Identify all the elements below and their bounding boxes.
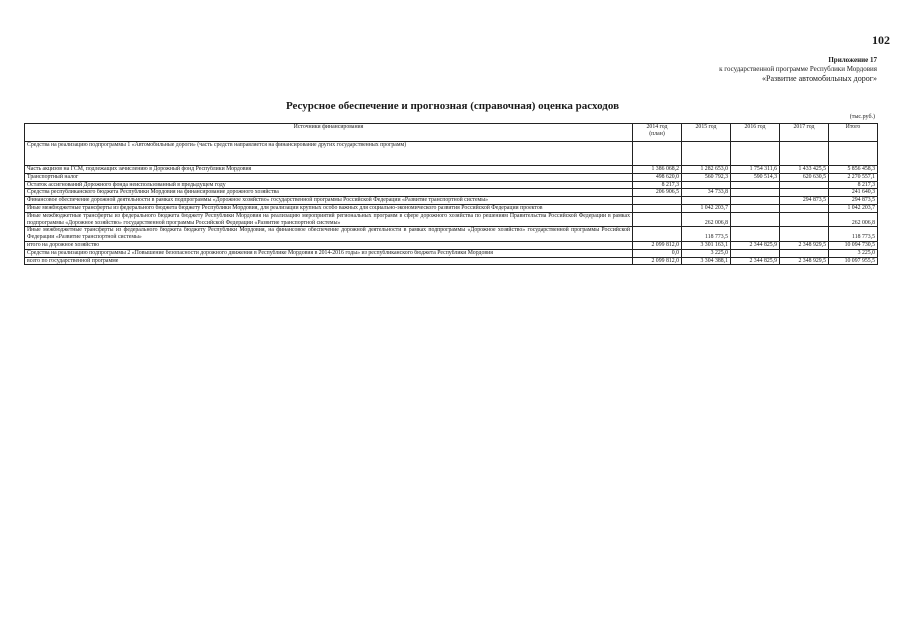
table-row <box>25 142 878 166</box>
cell-2014: 1 386 068,2 <box>633 166 682 174</box>
header-2014-note: (план) <box>649 130 665 137</box>
appendix-number: Приложение 17 <box>828 56 877 64</box>
cell-2016 <box>731 249 780 257</box>
table-row <box>25 181 878 189</box>
row-source: Остаток ассигнований Дорожного фонда неиспользованный в предыдущем году <box>25 181 633 189</box>
appendix-program-ref: к государственной программе Республики Мордовия <box>719 65 877 73</box>
cell-2017 <box>780 189 829 197</box>
cell-2014 <box>633 142 682 166</box>
cell-total: 10 094 730,5 <box>829 241 878 249</box>
cell-2016: 590 514,3 <box>731 173 780 181</box>
cell-2016: 2 344 825,9 <box>731 257 780 265</box>
appendix-program-name: «Развитие автомобильных дорог» <box>762 74 877 83</box>
header-2016: 2016 год <box>731 124 780 142</box>
table-row <box>25 189 878 197</box>
cell-2015: 34 733,8 <box>682 189 731 197</box>
cell-2016 <box>731 142 780 166</box>
cell-2014 <box>633 204 682 212</box>
cell-2017 <box>780 142 829 166</box>
cell-2017 <box>780 227 829 242</box>
cell-total: 2 270 557,1 <box>829 173 878 181</box>
cell-2014: 2 099 812,0 <box>633 257 682 265</box>
cell-2016 <box>731 181 780 189</box>
table-row <box>25 166 878 174</box>
cell-2017: 620 630,5 <box>780 173 829 181</box>
cell-2014 <box>633 227 682 242</box>
table-row <box>25 212 878 227</box>
row-source: всего по государственной программе <box>25 257 633 265</box>
cell-total: 1 042 203,7 <box>829 204 878 212</box>
cell-2014: 206 906,5 <box>633 189 682 197</box>
row-source: Транспортный налог <box>25 173 633 181</box>
table-row <box>25 173 878 181</box>
header-2015: 2015 год <box>682 124 731 142</box>
cell-total: 262 006,8 <box>829 212 878 227</box>
cell-total <box>829 142 878 166</box>
cell-2014 <box>633 197 682 205</box>
cell-total: 8 217,3 <box>829 181 878 189</box>
cell-2016: 2 344 825,9 <box>731 241 780 249</box>
header-2014-year: 2014 год <box>646 124 668 130</box>
cell-total: 294 873,5 <box>829 197 878 205</box>
cell-2015: 3 225,0 <box>682 249 731 257</box>
cell-2017 <box>780 204 829 212</box>
table-row <box>25 249 878 257</box>
cell-2016 <box>731 197 780 205</box>
header-total: Итого <box>829 124 878 142</box>
header-2014 <box>633 124 682 142</box>
budget-table <box>24 123 878 265</box>
row-source: Средства на реализацию подпрограммы 2 «Повышение безопасности дорожного движения в Республике Мордовия в 2014-2016 годы» из республиканского бюджета Республики Мордовия <box>25 249 633 257</box>
table-header-row <box>25 124 878 142</box>
cell-2015: 1 282 653,0 <box>682 166 731 174</box>
cell-total: 10 097 955,5 <box>829 257 878 265</box>
header-source: Источники финансирования <box>25 124 633 142</box>
page-number: 102 <box>872 33 890 47</box>
cell-2015 <box>682 142 731 166</box>
cell-2016 <box>731 227 780 242</box>
cell-2015: 3 304 388,1 <box>682 257 731 265</box>
cell-2017 <box>780 212 829 227</box>
cell-2014: 0,0 <box>633 249 682 257</box>
cell-2017: 294 873,5 <box>780 197 829 205</box>
header-2017: 2017 год <box>780 124 829 142</box>
cell-2015: 560 792,3 <box>682 173 731 181</box>
appendix-header <box>537 56 877 83</box>
table-row <box>25 204 878 212</box>
cell-total: 3 225,0 <box>829 249 878 257</box>
table-row <box>25 197 878 205</box>
cell-2015: 3 301 163,1 <box>682 241 731 249</box>
cell-2014: 2 099 812,0 <box>633 241 682 249</box>
row-source: Иные межбюджетные трансферты из федерального бюджета бюджету Республики Мордовия, на финансовое обеспечение дорожной деятельности в рамках подпрограммы «Дорожное хозяйство» государственной программы Российской Федерации «Развитие транспортной системы» <box>25 227 633 242</box>
row-source: Иные межбюджетные трансферты из федерального бюджета бюджету Республики Мордовия на реализацию мероприятий региональных программ в сфере дорожного хозяйства по решениям Правительства Российской Федерации в рамках подпрограммы «Дорожное хозяйство» государственной программы Российской Федерации «Развитие транспортной системы» <box>25 212 633 227</box>
cell-2017: 1 433 425,5 <box>780 166 829 174</box>
cell-2016 <box>731 212 780 227</box>
cell-total: 241 640,3 <box>829 189 878 197</box>
document-title: Ресурсное обеспечение и прогнозная (справочная) оценка расходов <box>285 100 620 112</box>
cell-2016 <box>731 204 780 212</box>
cell-2014: 8 217,3 <box>633 181 682 189</box>
cell-total: 118 773,5 <box>829 227 878 242</box>
cell-2015 <box>682 197 731 205</box>
cell-2017 <box>780 249 829 257</box>
table-row-grand-total <box>25 257 878 265</box>
cell-2017 <box>780 181 829 189</box>
row-source: Финансовое обеспечение дорожной деятельности в рамках подпрограммы «Дорожное хозяйство» государственной программы Российской Федерации «Развитие транспортной системы» <box>25 197 633 205</box>
cell-2016 <box>731 189 780 197</box>
cell-2015: 118 773,5 <box>682 227 731 242</box>
unit-note: (тыс.руб.) <box>849 114 875 120</box>
table-row-subtotal <box>25 241 878 249</box>
row-source: Иные межбюджетные трансферты из федерального бюджета бюджету Республики Мордовия, для реализации крупных особо важных для социально-экономического развития Российской Федерации проектов <box>25 204 633 212</box>
cell-2015 <box>682 181 731 189</box>
cell-2017: 2 348 929,5 <box>780 241 829 249</box>
cell-2015: 262 006,8 <box>682 212 731 227</box>
cell-2014: 498 620,0 <box>633 173 682 181</box>
cell-2014 <box>633 212 682 227</box>
table-row <box>25 227 878 242</box>
row-source: Средства республиканского бюджета Республики Мордовия на финансирование дорожного хозяйства <box>25 189 633 197</box>
cell-2016: 1 754 311,6 <box>731 166 780 174</box>
cell-2017: 2 348 929,5 <box>780 257 829 265</box>
row-source: Средства на реализацию подпрограммы 1 «Автомобильные дороги» (часть средств направляется на финансирование других государственных программ) <box>25 142 633 166</box>
cell-total: 5 856 458,3 <box>829 166 878 174</box>
cell-2015: 1 042 203,7 <box>682 204 731 212</box>
row-source: Часть акцизов на ГСМ, подлежащих зачислению в Дорожный фонд Республики Мордовия <box>25 166 633 174</box>
row-source: итого на дорожное хозяйство <box>25 241 633 249</box>
